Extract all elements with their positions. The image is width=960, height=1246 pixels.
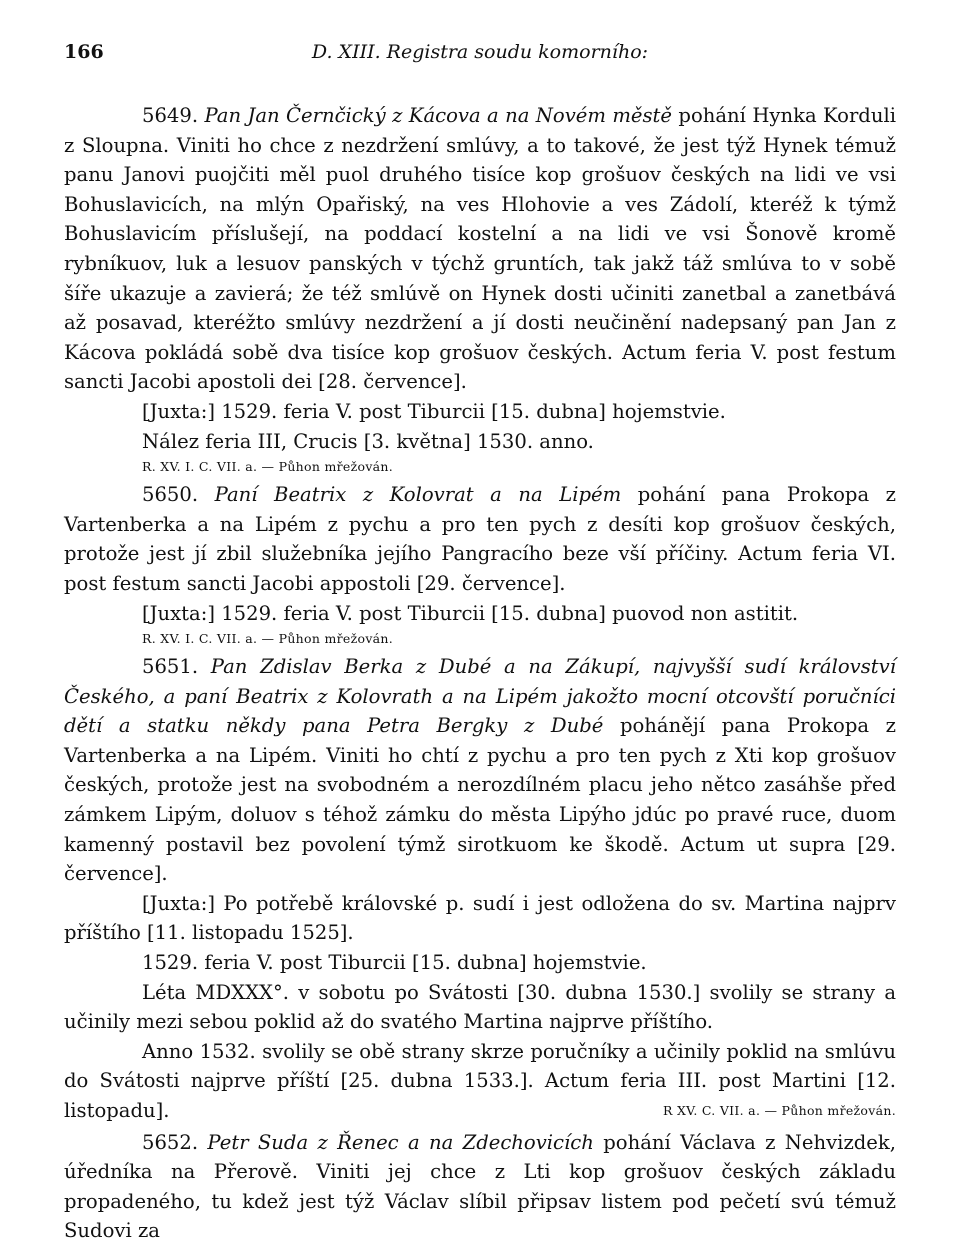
entry-parties: Paní Beatrix z Kolovrat a na Lipém [214, 483, 622, 507]
entry-text [64, 1128, 896, 1246]
running-title: D. XIII. Registra soudu komorního: [311, 41, 649, 63]
entry-text [64, 480, 896, 598]
entries [64, 101, 896, 1246]
archival-reference: R. XV. I. C. VII. a. — Půhon mřežován. [142, 459, 394, 475]
entry-parties: Petr Suda z Řenec a na Zdechovicích [207, 1130, 594, 1154]
entry-body: pohání Václava z Nehvizdek, úředníka na Přerově. Viniti jej chce z Lti kop grošuov českých základu propadeného, tu kdež jest týž Václav slíbil připsav listem pod pečetí svú témuž Sudovi za [64, 1130, 897, 1243]
entry-parties: Pan Zdislav Berka z Dubé a na Zákupí, najvyšší sudí království Českého, a paní Beatrix z Kolovrath a na Lipém jakožto mocní otcovští poručníci dětí a statku někdy pana Petra Bergky z Dubé [64, 655, 897, 738]
page-number: 166 [64, 41, 104, 63]
entry-body: pohánějí pana Prokopa z Vartenberka a na Lipém. Viniti ho chtí z pychu a pro ten pych z Xti kop grošuov českých, protože jest na svobodném a nerozdílném placu jeho nětco zasáhše před zámkem Lipým, doluov s téhož zámku do města Lipýho jdúc po pravé ruce, duom kamenný postavil bez povolení týmž sirotkuom ke škodě. Actum ut supra [29. července]. [64, 714, 896, 886]
entry-note-with-reference [64, 1037, 896, 1126]
entry-note: Anno 1532. svolily se obě strany skrze poručníky a učinily poklid na smlúvu do Svátosti najprve příští [25. dubna 1533.]. Actum feria III. post Martini [12. listopadu]. [64, 1039, 896, 1122]
entry-body: pohání Hynka Korduli z Sloupna. Viniti ho chce z nezdržení smlúvy, a to takové, že jest týž Hynek témuž panu Janovi puojčiti měl puol druhého tisíce kop grošuov českých na lidi ve vsi Bohuslavicích, na mlýn Opařiský, na ves Hlohovie a ves Zádolí, kteréž k týmž Bohuslavicím příslušejí, na poddací kostelní a na lidi ve vsi Šonově kromě rybníkuov, luk a lesuov panských v týchž gruntích, tak jakž táž smlúva to v sobě šíře ukazuje a zavierá; že též smlúvě on Hynek dosti učiniti zanetbal a zanetbává až posavad, kteréžto smlúvy nezdržení a jí dosti neučinění nadepsaný pan Jan z Kácova pokládá sobě dva tisíce kop grošuov českých. Actum feria V. post festum sancti Jacobi apostoli dei [28. července]. [64, 104, 897, 394]
entry-5650 [64, 480, 896, 650]
entry-note: Nález feria III, Crucis [3. května] 1530. anno. [142, 429, 594, 453]
entry-note: [Juxta:] 1529. feria V. post Tiburcii [15. dubna] puovod non astitit. [142, 601, 799, 625]
entry-body: pohání pana Prokopa z Vartenberka a na Lipém z pychu a pro ten pych z desíti kop grošuov českých, protože jest jí zbil služebníka jejího Pangracího beze vší příčiny. Actum feria VI. post festum sancti Jacobi appostoli [29. července]. [64, 483, 896, 595]
entry-number: 5649. [142, 104, 199, 127]
entry-5649 [64, 101, 896, 478]
entry-number: 5652. [142, 1130, 199, 1154]
running-head [64, 38, 896, 68]
entry-text [64, 652, 896, 889]
entry-5652 [64, 1128, 896, 1246]
entry-note: [Juxta:] 1529. feria V. post Tiburcii [15. dubna] hojemstvie. [142, 399, 726, 423]
entry-note: 1529. feria V. post Tiburcii [15. dubna] hojemstvie. [142, 951, 647, 975]
archival-reference: R. XV. I. C. VII. a. — Půhon mřežován. [142, 631, 394, 647]
entry-number: 5651. [142, 655, 199, 679]
entry-note: Léta MDXXX°. v sobotu po Svátosti [30. dubna 1530.] svolily se strany a učinily mezi sebou poklid až do svatého Martina najprve příštího. [64, 980, 896, 1034]
entry-number: 5650. [142, 483, 199, 507]
entry-parties: Pan Jan Černčický z Kácova a na Novém městě [204, 104, 673, 127]
archival-reference: R XV. C. VII. a. — Půhon mřežován. [663, 1103, 896, 1118]
entry-5651 [64, 652, 896, 1126]
entry-note: [Juxta:] Po potřebě královské p. sudí i jest odložena do sv. Martina najprv příštího [11. listopadu 1525]. [64, 891, 896, 945]
entry-text [64, 101, 896, 397]
